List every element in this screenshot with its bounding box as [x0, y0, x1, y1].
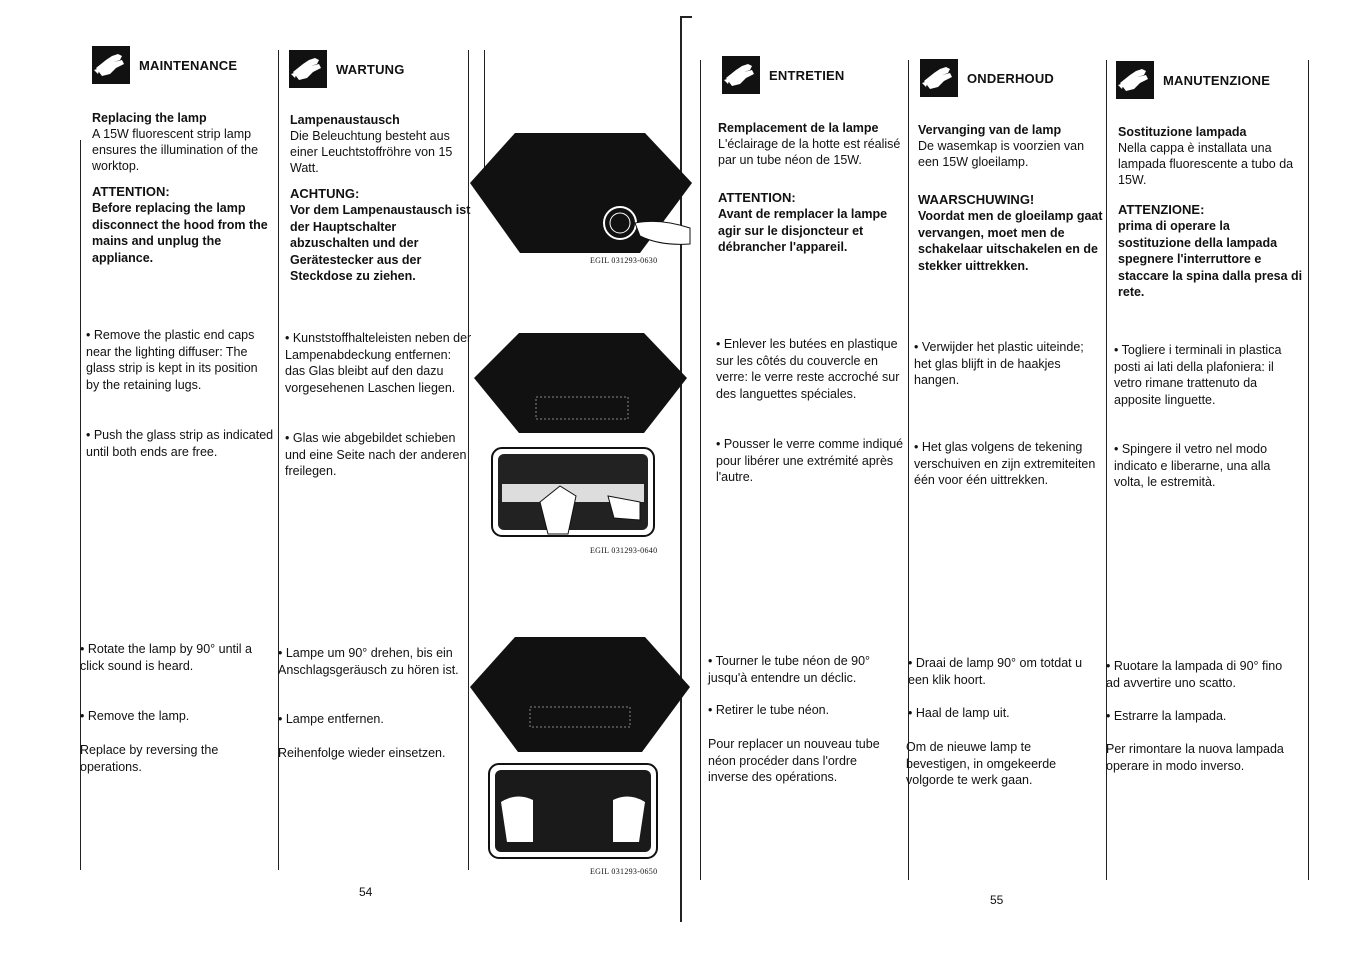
subtitle: Vervanging van de lamp — [918, 123, 1062, 137]
attention-title: WAARSCHUWING! — [918, 192, 1035, 207]
step-push-glass: • Pousser le verre comme indiqué pour libérer une extrémité après l'autre. — [716, 437, 904, 484]
col-dutch-top — [918, 122, 1106, 274]
attention-title: ACHTUNG: — [290, 186, 360, 201]
figure-push-glass — [490, 446, 656, 538]
header-wartung — [289, 50, 405, 88]
attention-text: Before replacing the lamp disconnect the hood from the mains and unplug the appliance. — [92, 201, 268, 265]
step-rotate-lamp: • Draai de lamp 90° om totdat u een klik hoort. — [908, 656, 1083, 687]
step-replace: Reihenfolge wieder einsetzen. — [278, 746, 446, 760]
section-title: WARTUNG — [336, 61, 405, 77]
step-remove-caps: • Verwijder het plastic uiteinde; het glas blijft in de haakjes hangen. — [914, 340, 1084, 387]
figure-code: EGIL 031293-0640 — [590, 546, 658, 555]
attention-text: Vor dem Lampenaustausch ist der Hauptschalter abzuschalten und der Gerätestecker aus der Steckdose zu ziehen. — [290, 203, 471, 283]
figure-hood-switch — [470, 128, 695, 258]
step-push-glass: • Push the glass strip as indicated until both ends are free. — [86, 428, 274, 459]
hand-tool-icon — [1116, 61, 1154, 99]
step-replace: Pour replacer un nouveau tube néon procéder dans l'ordre inverse des opérations. — [708, 737, 880, 784]
subtitle: Remplacement de la lampe — [718, 121, 879, 135]
step-replace: Om de nieuwe lamp te bevestigen, in omgekeerde volgorde te werk gaan. — [906, 740, 1057, 787]
hand-tool-icon — [920, 59, 958, 97]
attention-title: ATTENTION: — [718, 190, 796, 205]
intro-text: L'éclairage de la hotte est réalisé par un tube néon de 15W. — [718, 137, 901, 167]
attention-text: Voordat men de gloeilamp gaat vervangen, moet men de schakelaar uitschakelen en de stekker uittrekken. — [918, 209, 1103, 273]
page-number: 55 — [990, 893, 1004, 907]
figure-hood-lamp — [470, 632, 692, 757]
step-rotate-lamp: • Tourner le tube néon de 90° jusqu'à entendre un déclic. — [708, 654, 871, 685]
step-remove-caps: • Enlever les butées en plastique sur les côtés du couvercle en verre: le verre reste accroché sur des languettes spéciales. — [716, 337, 900, 401]
step-replace: Replace by reversing the operations. — [80, 743, 219, 774]
col-french-top — [718, 120, 906, 256]
col-italian-top — [1118, 124, 1306, 301]
subtitle: Replacing the lamp — [92, 111, 207, 125]
step-push-glass: • Glas wie abgebildet schieben und eine Seite nach der anderen freilegen. — [285, 431, 467, 478]
header-manutenzione — [1116, 61, 1270, 99]
step-rotate-lamp: • Rotate the lamp by 90° until a click sound is heard. — [80, 642, 252, 673]
page-number: 54 — [359, 885, 373, 899]
attention-title: ATTENTION: — [92, 184, 170, 199]
figure-hood-glass — [474, 333, 689, 438]
col-english-top — [92, 110, 280, 266]
step-rotate-lamp: • Ruotare la lampada di 90° fino ad avvertire uno scatto. — [1106, 659, 1283, 690]
rule-right-col1 — [700, 60, 701, 880]
subtitle: Sostituzione lampada — [1118, 125, 1247, 139]
hand-tool-icon — [289, 50, 327, 88]
attention-text: prima di operare la sostituzione della lampada spegnere l'interruttore e staccare la spina dalla presa di rete. — [1118, 219, 1303, 299]
subtitle: Lampenaustausch — [290, 113, 400, 127]
section-title: ONDERHOUD — [967, 70, 1055, 86]
intro-text: Nella cappa è installata una lampada fluorescente a tubo da 15W. — [1118, 141, 1294, 187]
col-german-top — [290, 112, 478, 285]
intro-text: A 15W fluorescent strip lamp ensures the illumination of the worktop. — [92, 127, 259, 173]
figure-code: EGIL 031293-0630 — [590, 256, 658, 265]
step-remove-caps: • Kunststoffhalteleisten neben der Lampenabdeckung entfernen: das Glas bleibt auf den dazu vorgesehenen Laschen liegen. — [285, 331, 472, 395]
hand-tool-icon — [92, 46, 130, 84]
intro-text: De wasemkap is voorzien van een 15W gloeilamp. — [918, 139, 1085, 169]
header-entretien — [722, 56, 844, 94]
header-maintenance — [92, 46, 237, 84]
rule-right-col4 — [1308, 60, 1309, 880]
intro-text: Die Beleuchtung besteht aus einer Leuchtstoffröhre von 15 Watt. — [290, 129, 453, 175]
step-remove-caps: • Togliere i terminali in plastica posti ai lati della plafoniera: il vetro rimane trattenuto da apposite linguette. — [1114, 343, 1282, 407]
step-remove-lamp: • Remove the lamp. — [80, 709, 190, 723]
attention-title: ATTENZIONE: — [1118, 202, 1205, 217]
section-title: MANUTENZIONE — [1163, 72, 1271, 88]
step-replace: Per rimontare la nuova lampada operare in modo inverso. — [1106, 742, 1284, 773]
gutter-hook — [680, 16, 692, 18]
figure-code: EGIL 031293-0650 — [590, 867, 658, 876]
step-push-glass: • Spingere il vetro nel modo indicato e liberarne, una alla volta, le estremità. — [1114, 442, 1271, 489]
step-push-glass: • Het glas volgens de tekening verschuiven en zijn extremiteiten één voor één uittrekken. — [914, 440, 1096, 487]
figure-rotate-lamp — [487, 762, 659, 860]
section-title: ENTRETIEN — [769, 67, 845, 83]
hand-tool-icon — [722, 56, 760, 94]
step-remove-lamp: • Retirer le tube néon. — [708, 703, 830, 717]
step-remove-lamp: • Lampe entfernen. — [278, 712, 384, 726]
step-remove-caps: • Remove the plastic end caps near the lighting diffuser: The glass strip is kept in its position by the retaining lugs. — [86, 328, 258, 392]
attention-text: Avant de remplacer la lampe agir sur le disjoncteur et débrancher l'appareil. — [718, 207, 888, 254]
step-remove-lamp: • Estrarre la lampada. — [1106, 709, 1227, 723]
step-rotate-lamp: • Lampe um 90° drehen, bis ein Anschlagsgeräusch zu hören ist. — [278, 646, 459, 677]
step-remove-lamp: • Haal de lamp uit. — [908, 706, 1010, 720]
section-title: MAINTENANCE — [139, 57, 238, 73]
header-onderhoud — [920, 59, 1054, 97]
